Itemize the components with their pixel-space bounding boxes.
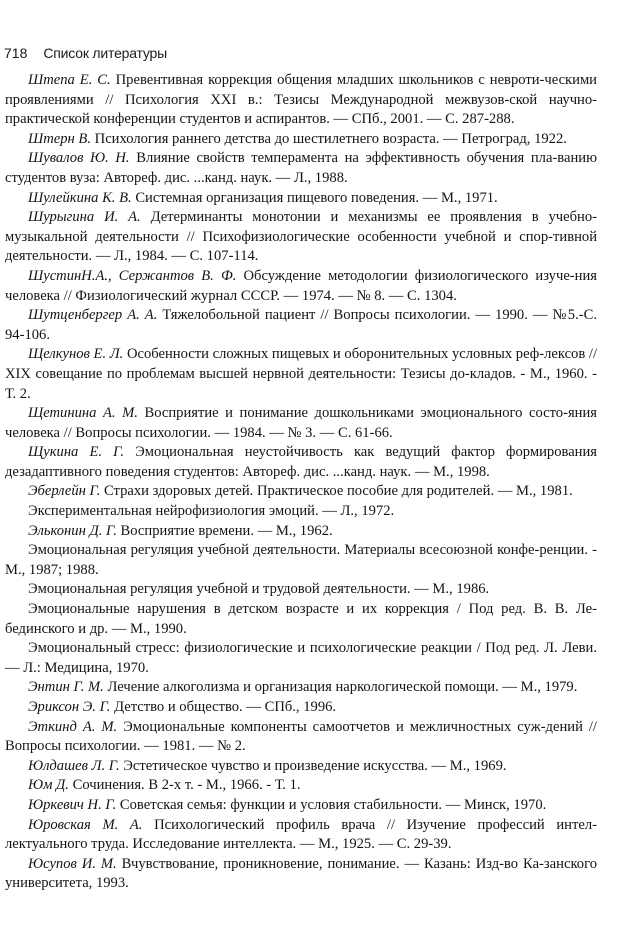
reference-entry xyxy=(5,443,597,482)
reference-text: Эмоциональная регуляция учебной и трудовой деятельности. — М., 1986. xyxy=(28,581,490,598)
reference-text: Тяжелобольной пациент // Вопросы психологии. — 1990. — №5.-С. 94-106. xyxy=(5,307,597,343)
reference-entry xyxy=(5,855,597,894)
reference-author: Юровская М. А. xyxy=(28,816,143,833)
reference-text: Эстетическое чувство и произведение искусства. — М., 1969. xyxy=(119,757,507,774)
reference-entry xyxy=(5,522,597,542)
reference-entry xyxy=(5,776,597,796)
reference-entry xyxy=(5,698,597,718)
reference-author: Шувалов Ю. Н. xyxy=(28,150,130,167)
reference-text: Эмоциональная регуляция учебной деятельности. Материалы всесоюзной конфе-ренции. - М., 1987; 1988. xyxy=(5,542,597,578)
reference-entry xyxy=(5,816,597,855)
reference-author: Юркевич Н. Г. xyxy=(28,796,117,813)
reference-entry xyxy=(5,404,597,443)
reference-author: Шулейкина К. В. xyxy=(28,189,132,206)
section-title: Список литературы xyxy=(43,45,167,61)
reference-entry xyxy=(5,502,597,522)
reference-author: Эльконин Д. Г. xyxy=(28,522,117,539)
reference-text: Эмоциональный стресс: физиологические и психологические реакции / Под ред. Л. Леви. — Л.: Медицина, 1970. xyxy=(5,640,597,676)
reference-entry xyxy=(5,757,597,777)
reference-entry xyxy=(5,208,597,267)
reference-entry xyxy=(5,600,597,639)
reference-author: Эткинд А. М. xyxy=(28,718,118,735)
running-head xyxy=(4,43,594,63)
reference-author: ШустинН.А., Сержантов В. Ф. xyxy=(28,267,237,284)
reference-entry xyxy=(5,718,597,757)
reference-text: Лечение алкоголизма и организация наркологической помощи. — М., 1979. xyxy=(103,679,578,696)
reference-author: Штерн В. xyxy=(28,130,91,147)
reference-text: Эмоциональные нарушения в детском возрасте и их коррекция / Под ред. В. В. Ле-бединского и др. — М., 1990. xyxy=(5,601,597,637)
reference-author: Эриксон Э. Г. xyxy=(28,699,111,715)
reference-entry xyxy=(5,345,597,404)
reference-text: Особенности сложных пищевых и оборонительных условных реф-лексов // XIX совещание по проблемам высшей нервной деятельности: Тезисы до-кладов. - М., 1960. - Т. 2. xyxy=(5,346,598,402)
reference-text: Эмоциональная неустойчивость как ведущий фактор формирования дезадаптивного поведения студентов: Автореф. дис. ...канд. наук. — М., 1998. xyxy=(5,444,597,480)
reference-entry xyxy=(5,639,597,678)
reference-text: Психологический профиль врача // Изучение профессий интел-лектуального труда. Исследование интеллекта. — М., 1925. — С. 29-39. xyxy=(5,816,597,853)
reference-text: Детство и общество. — СПб., 1996. xyxy=(110,699,337,715)
reference-text: Вчувствование, проникновение, понимание. — Казань: Изд-во Ка-занского университета, 1993. xyxy=(5,855,598,892)
reference-list xyxy=(5,71,597,894)
reference-entry xyxy=(5,541,597,580)
reference-entry xyxy=(5,267,597,306)
reference-text: Страхи здоровых детей. Практическое пособие для родителей. — М., 1981. xyxy=(100,483,573,500)
reference-author: Эберлейн Г. xyxy=(28,483,101,500)
reference-entry xyxy=(5,678,597,698)
reference-author: Шурыгина И. А. xyxy=(28,209,141,226)
reference-author: Штепа Е. С. xyxy=(28,72,111,88)
reference-text: Сочинения. В 2-х т. - М., 1966. - Т. 1. xyxy=(68,777,301,794)
reference-entry xyxy=(5,306,597,345)
reference-text: Восприятие и понимание дошкольниками эмоционального состо-яния человека // Вопросы психологии. — 1984. — № 3. — С. 61-66. xyxy=(5,405,597,441)
page-number: 718 xyxy=(4,45,28,61)
reference-author: Щукина Е. Г. xyxy=(28,444,125,461)
reference-entry xyxy=(5,580,597,600)
reference-entry xyxy=(5,130,597,150)
reference-author: Шутценбергер А. А. xyxy=(28,307,158,324)
reference-text: Советская семья: функции и условия стабильности. — Минск, 1970. xyxy=(116,796,547,813)
reference-text: Психология раннего детства до шестилетнего возраста. — Петроград, 1922. xyxy=(91,130,567,147)
reference-text: Экспериментальная нейрофизиология эмоций. — Л., 1972. xyxy=(28,503,395,520)
reference-author: Юсупов И. М. xyxy=(28,855,117,872)
reference-text: Обсуждение методологии физиологического изуче-ния человека // Физиологический журнал СССР. — 1974. — № 8. — С. 1304. xyxy=(5,267,597,304)
reference-author: Юлдашев Л. Г. xyxy=(28,757,120,774)
reference-author: Щелкунов Е. Л. xyxy=(28,346,124,363)
reference-entry xyxy=(5,482,597,502)
reference-entry xyxy=(5,149,597,188)
reference-text: Эмоциональные компоненты самоотчетов и межличностных суж-дений // Вопросы психологии. — 1981. — № 2. xyxy=(5,718,597,755)
reference-author: Щетинина А. М. xyxy=(28,405,138,422)
reference-text: Превентивная коррекция общения младших школьников с невроти-ческими проявлениями // Психология XXI в.: Тезисы Международной межвузов-ской научно-практической конференции студентов и аспирантов. — СПб., 2001. — С. 287-288. xyxy=(5,72,597,128)
reference-text: Детерминанты монотонии и механизмы ее проявления в учебно-музыкальной деятельности // Психофизиологические особенности учебной и спор-тивной деятельности. — Л., 1984. — С. 107-114. xyxy=(5,209,597,265)
reference-text: Системная организация пищевого поведения. — М., 1971. xyxy=(131,189,498,206)
reference-entry xyxy=(5,189,597,209)
reference-author: Юм Д. xyxy=(28,777,69,794)
reference-text: Восприятие времени. — М., 1962. xyxy=(116,522,333,539)
reference-entry xyxy=(5,796,597,816)
reference-author: Энтин Г. М. xyxy=(28,679,104,696)
reference-entry xyxy=(5,71,597,130)
reference-text: Влияние свойств темперамента на эффективность обучения пла-ванию студентов вуза: Автореф. дис. ...канд. наук. — Л., 1988. xyxy=(5,150,597,186)
